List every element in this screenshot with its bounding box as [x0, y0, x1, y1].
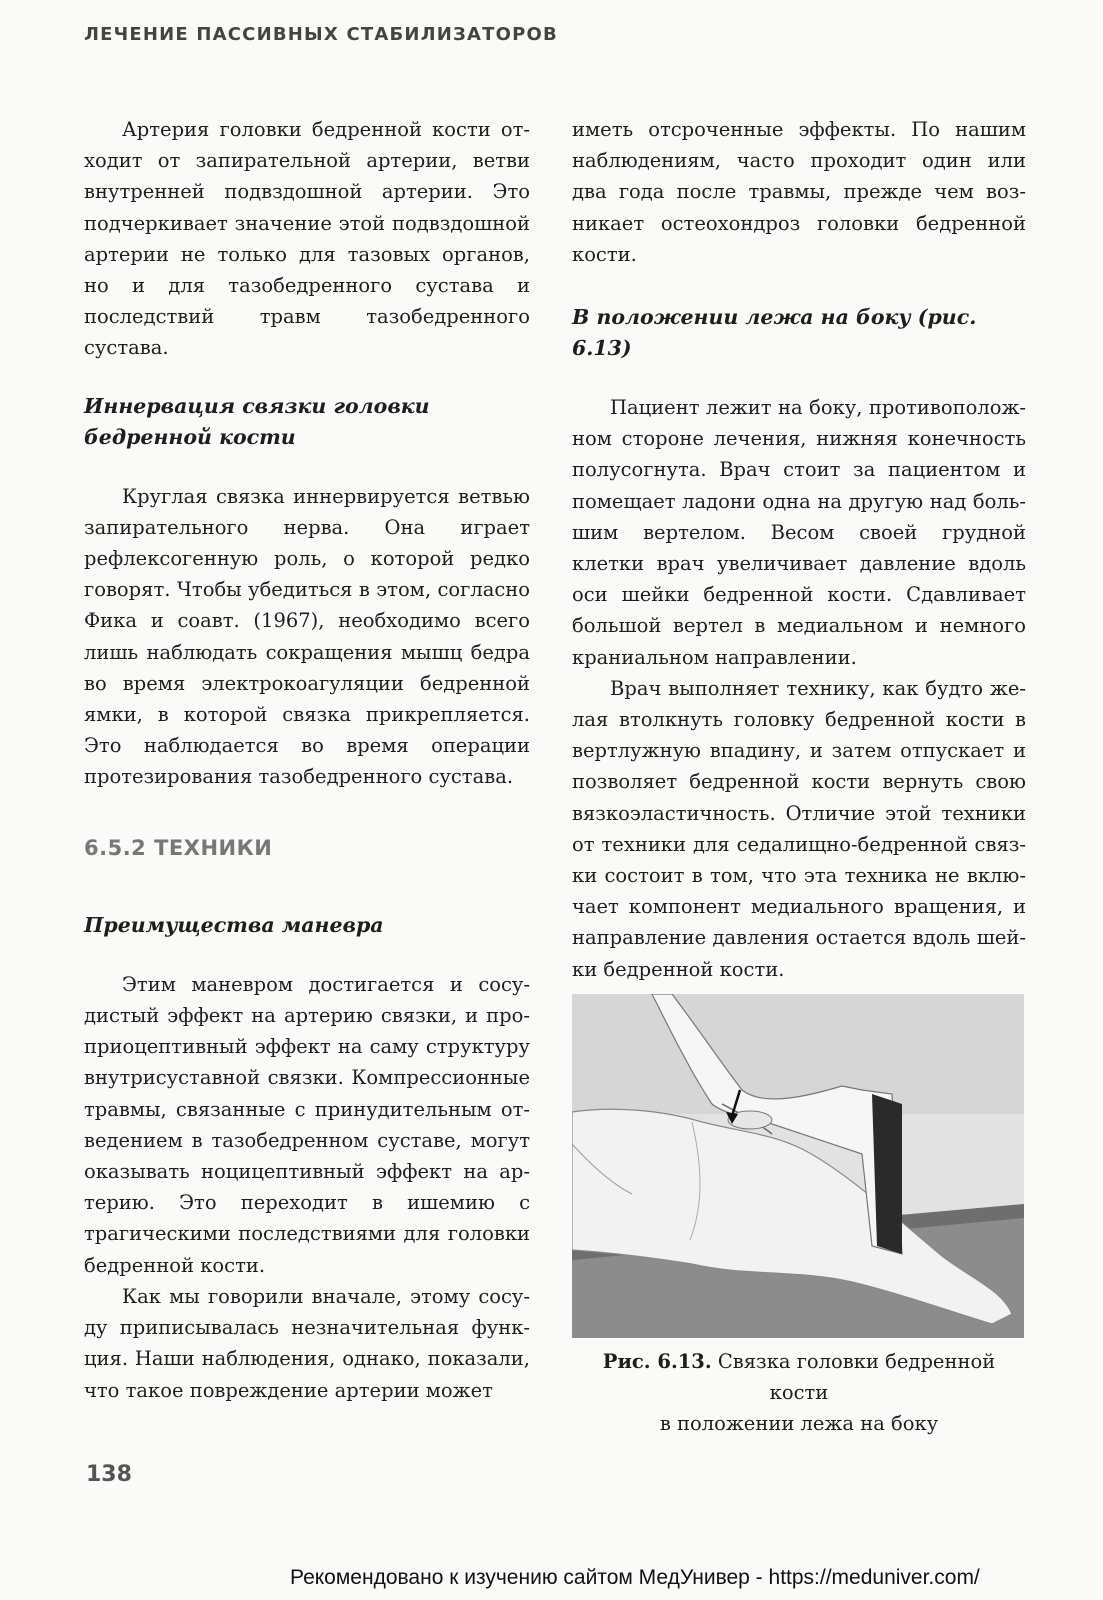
heading-advantages: Преимущества маневра — [84, 912, 384, 937]
caption-line-1 — [572, 1346, 1026, 1408]
paragraph-innervation: Круглая связка иннервируется ветвью запирательного нерва. Она играет рефлексогенную роль, о которой редко говорят. Чтобы убедиться в этом, согласно Фика и соавт. (1967), необходимо всего лишь наблюдать сокращения мышц бедра во время электрокоагуляции бедренной ямки, в которой связка прикрепляется. Это наблюдается во время операции протезирования тазобедренного сустава. — [84, 484, 530, 789]
caption-line-2: в положении лежа на боку — [659, 1412, 939, 1435]
section-title-techniques: 6.5.2 ТЕХНИКИ — [84, 835, 273, 860]
figure-label: Рис. 6.13. — [602, 1350, 712, 1373]
technique-photo — [572, 994, 1024, 1338]
watermark-link[interactable]: Рекомендовано к изучению сайтом МедУнивер - https://meduniver.com/ — [290, 1566, 980, 1589]
page-number: 138 — [86, 1462, 132, 1487]
running-header: ЛЕЧЕНИЕ ПАССИВНЫХ СТАБИЛИЗАТОРОВ — [84, 24, 558, 45]
right-column — [572, 114, 1026, 985]
paragraph-observations: Как мы говорили вначале, этому сосуду приписывалась незначительная функция. Наши наблюдения, однако, показали, что такое повреждение артерии может — [84, 1284, 530, 1402]
heading-side-lying: В положении лежа на боку (рис. 6.13) — [572, 305, 977, 361]
paragraph-artery: Артерия головки бедренной кости отходит от запирательной артерии, ветви внутренней подвздошной артерии. Это подчеркивает значение этой подвздошной артерии не только для тазовых органов, но и для тазобедренного сустава и последствий травм тазобедренного сустава. — [84, 118, 530, 360]
left-column — [84, 114, 530, 1406]
paragraph-advantages: Этим маневром достигается и сосудистый эффект на артерию связки, и проприоцептивный эффект на саму структуру внутрисуставной связки. Компрессионные травмы, связанные с принудительным отведением в тазобедренном суставе, могут оказывать ноцицептивный эффект на артерию. Это переходит в ишемию с трагическими последствиями для головки бедренной кости. — [84, 972, 530, 1277]
paragraph-patient-position: Пациент лежит на боку, противоположном стороне лечения, нижняя конечность полусогнута. Врач стоит за пациентом и помещает ладони одна на другую над большим вертелом. Весом своей грудной клетки врач увеличивает давление вдоль оси шейки бедренной кости. Сдавливает большой вертел в медиальном и немного краниальном направлении. — [572, 396, 1026, 669]
paragraph-delayed-effects: иметь отсроченные эффекты. По нашим наблюдениям, часто проходит один или два года после травмы, прежде чем возникает остеохондроз головки бедренной кости. — [572, 118, 1026, 266]
figure-caption — [572, 1346, 1026, 1439]
caption-text-1: Связка головки бедренной кости — [717, 1350, 996, 1404]
paragraph-technique: Врач выполняет технику, как будто желая втолкнуть головку бедренной кости в вертлужную впадину, и затем отпускает и позволяет бедренной кости вернуть свою вязкоэластичность. Отличие этой техники от техники для седалищно-бедренной связки состоит в том, что эта техника не включает компонент медиального вращения, и направление давления остается вдоль шейки бедренной кости. — [572, 676, 1026, 981]
figure-photo — [572, 994, 1024, 1338]
heading-innervation: Иннервация связки головки бедренной кости — [84, 393, 430, 449]
